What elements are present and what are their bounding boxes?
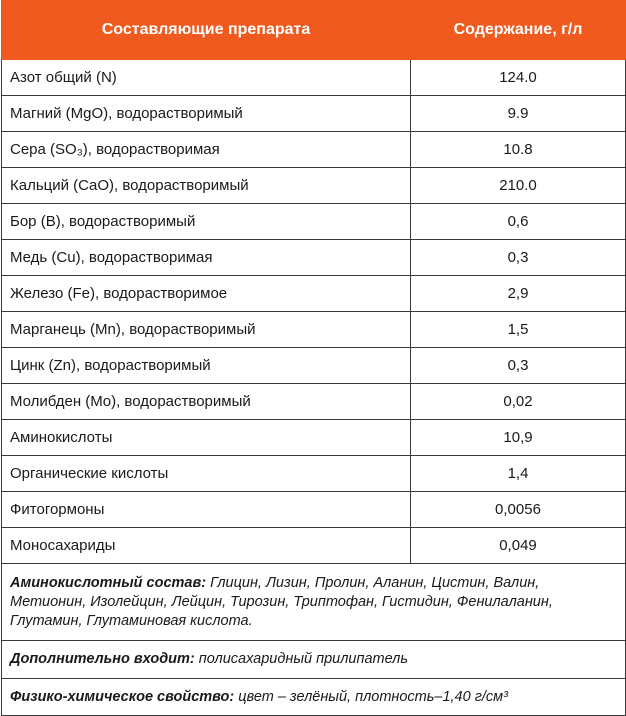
amino-composition-note: [2, 564, 626, 641]
table-row: [2, 60, 626, 96]
table-row: [2, 96, 626, 132]
row-name: Марганець (Mn), водорастворимый: [2, 312, 411, 348]
row-name: Сера (SO₃), водорастворимая: [2, 132, 411, 168]
note-row-physchem: [2, 679, 626, 716]
row-name: Моносахариды: [2, 528, 411, 564]
row-value: 124.0: [411, 60, 626, 96]
table-row: [2, 420, 626, 456]
row-value: 0,0056: [411, 492, 626, 528]
physchem-text: цвет – зелёный, плотность–1,40 г/см³: [234, 688, 508, 705]
header-row: [2, 1, 626, 60]
table-row: [2, 312, 626, 348]
row-name: Молибден (Mo), водорастворимый: [2, 384, 411, 420]
row-value: 2,9: [411, 276, 626, 312]
additional-note: [2, 641, 626, 679]
physchem-label: Физико-химическое свойство:: [10, 688, 235, 705]
amino-composition-label: Аминокислотный состав:: [10, 574, 207, 591]
table-row: [2, 240, 626, 276]
row-name: Бор (B), водорастворимый: [2, 204, 411, 240]
composition-table-wrapper: [1, 0, 625, 716]
table-row: [2, 528, 626, 564]
row-value: 0,3: [411, 348, 626, 384]
row-name: Магний (MgO), водорастворимый: [2, 96, 411, 132]
row-value: 1,5: [411, 312, 626, 348]
table-row: [2, 168, 626, 204]
note-row-amino: [2, 564, 626, 641]
additional-text: полисахаридный прилипатель: [194, 651, 408, 667]
table-row: [2, 456, 626, 492]
header-content: Содержание, г/л: [411, 1, 626, 60]
additional-label: Дополнительно входит:: [10, 651, 195, 667]
row-name: Азот общий (N): [2, 60, 411, 96]
composition-table: [1, 0, 626, 716]
table-body: [2, 60, 626, 716]
row-name: Органические кислоты: [2, 456, 411, 492]
table-row: [2, 348, 626, 384]
row-name: Кальций (CaO), водорастворимый: [2, 168, 411, 204]
row-name: Медь (Cu), водорастворимая: [2, 240, 411, 276]
row-value: 9.9: [411, 96, 626, 132]
row-name: Аминокислоты: [2, 420, 411, 456]
row-value: 1,4: [411, 456, 626, 492]
row-value: 0,02: [411, 384, 626, 420]
row-value: 0,049: [411, 528, 626, 564]
row-name: Железо (Fe), водорастворимое: [2, 276, 411, 312]
header-component: Составляющие препарата: [2, 1, 411, 60]
row-value: 10.8: [411, 132, 626, 168]
row-name: Цинк (Zn), водорастворимый: [2, 348, 411, 384]
table-row: [2, 276, 626, 312]
row-name: Фитогормоны: [2, 492, 411, 528]
row-value: 0,3: [411, 240, 626, 276]
table-row: [2, 204, 626, 240]
table-header: [2, 1, 626, 60]
table-row: [2, 132, 626, 168]
row-value: 210.0: [411, 168, 626, 204]
row-value: 0,6: [411, 204, 626, 240]
table-row: [2, 492, 626, 528]
amino-composition-text: Глицин, Лизин, Пролин, Аланин, Цистин, Валин, Метионин, Изолейцин, Лейцин, Тирозин, Триптофан, Гистидин, Фенилаланин, Глутамин, Глутаминовая кислота.: [10, 574, 553, 629]
physchem-note: [2, 679, 626, 716]
row-value: 10,9: [411, 420, 626, 456]
note-row-additional: [2, 641, 626, 679]
table-row: [2, 384, 626, 420]
